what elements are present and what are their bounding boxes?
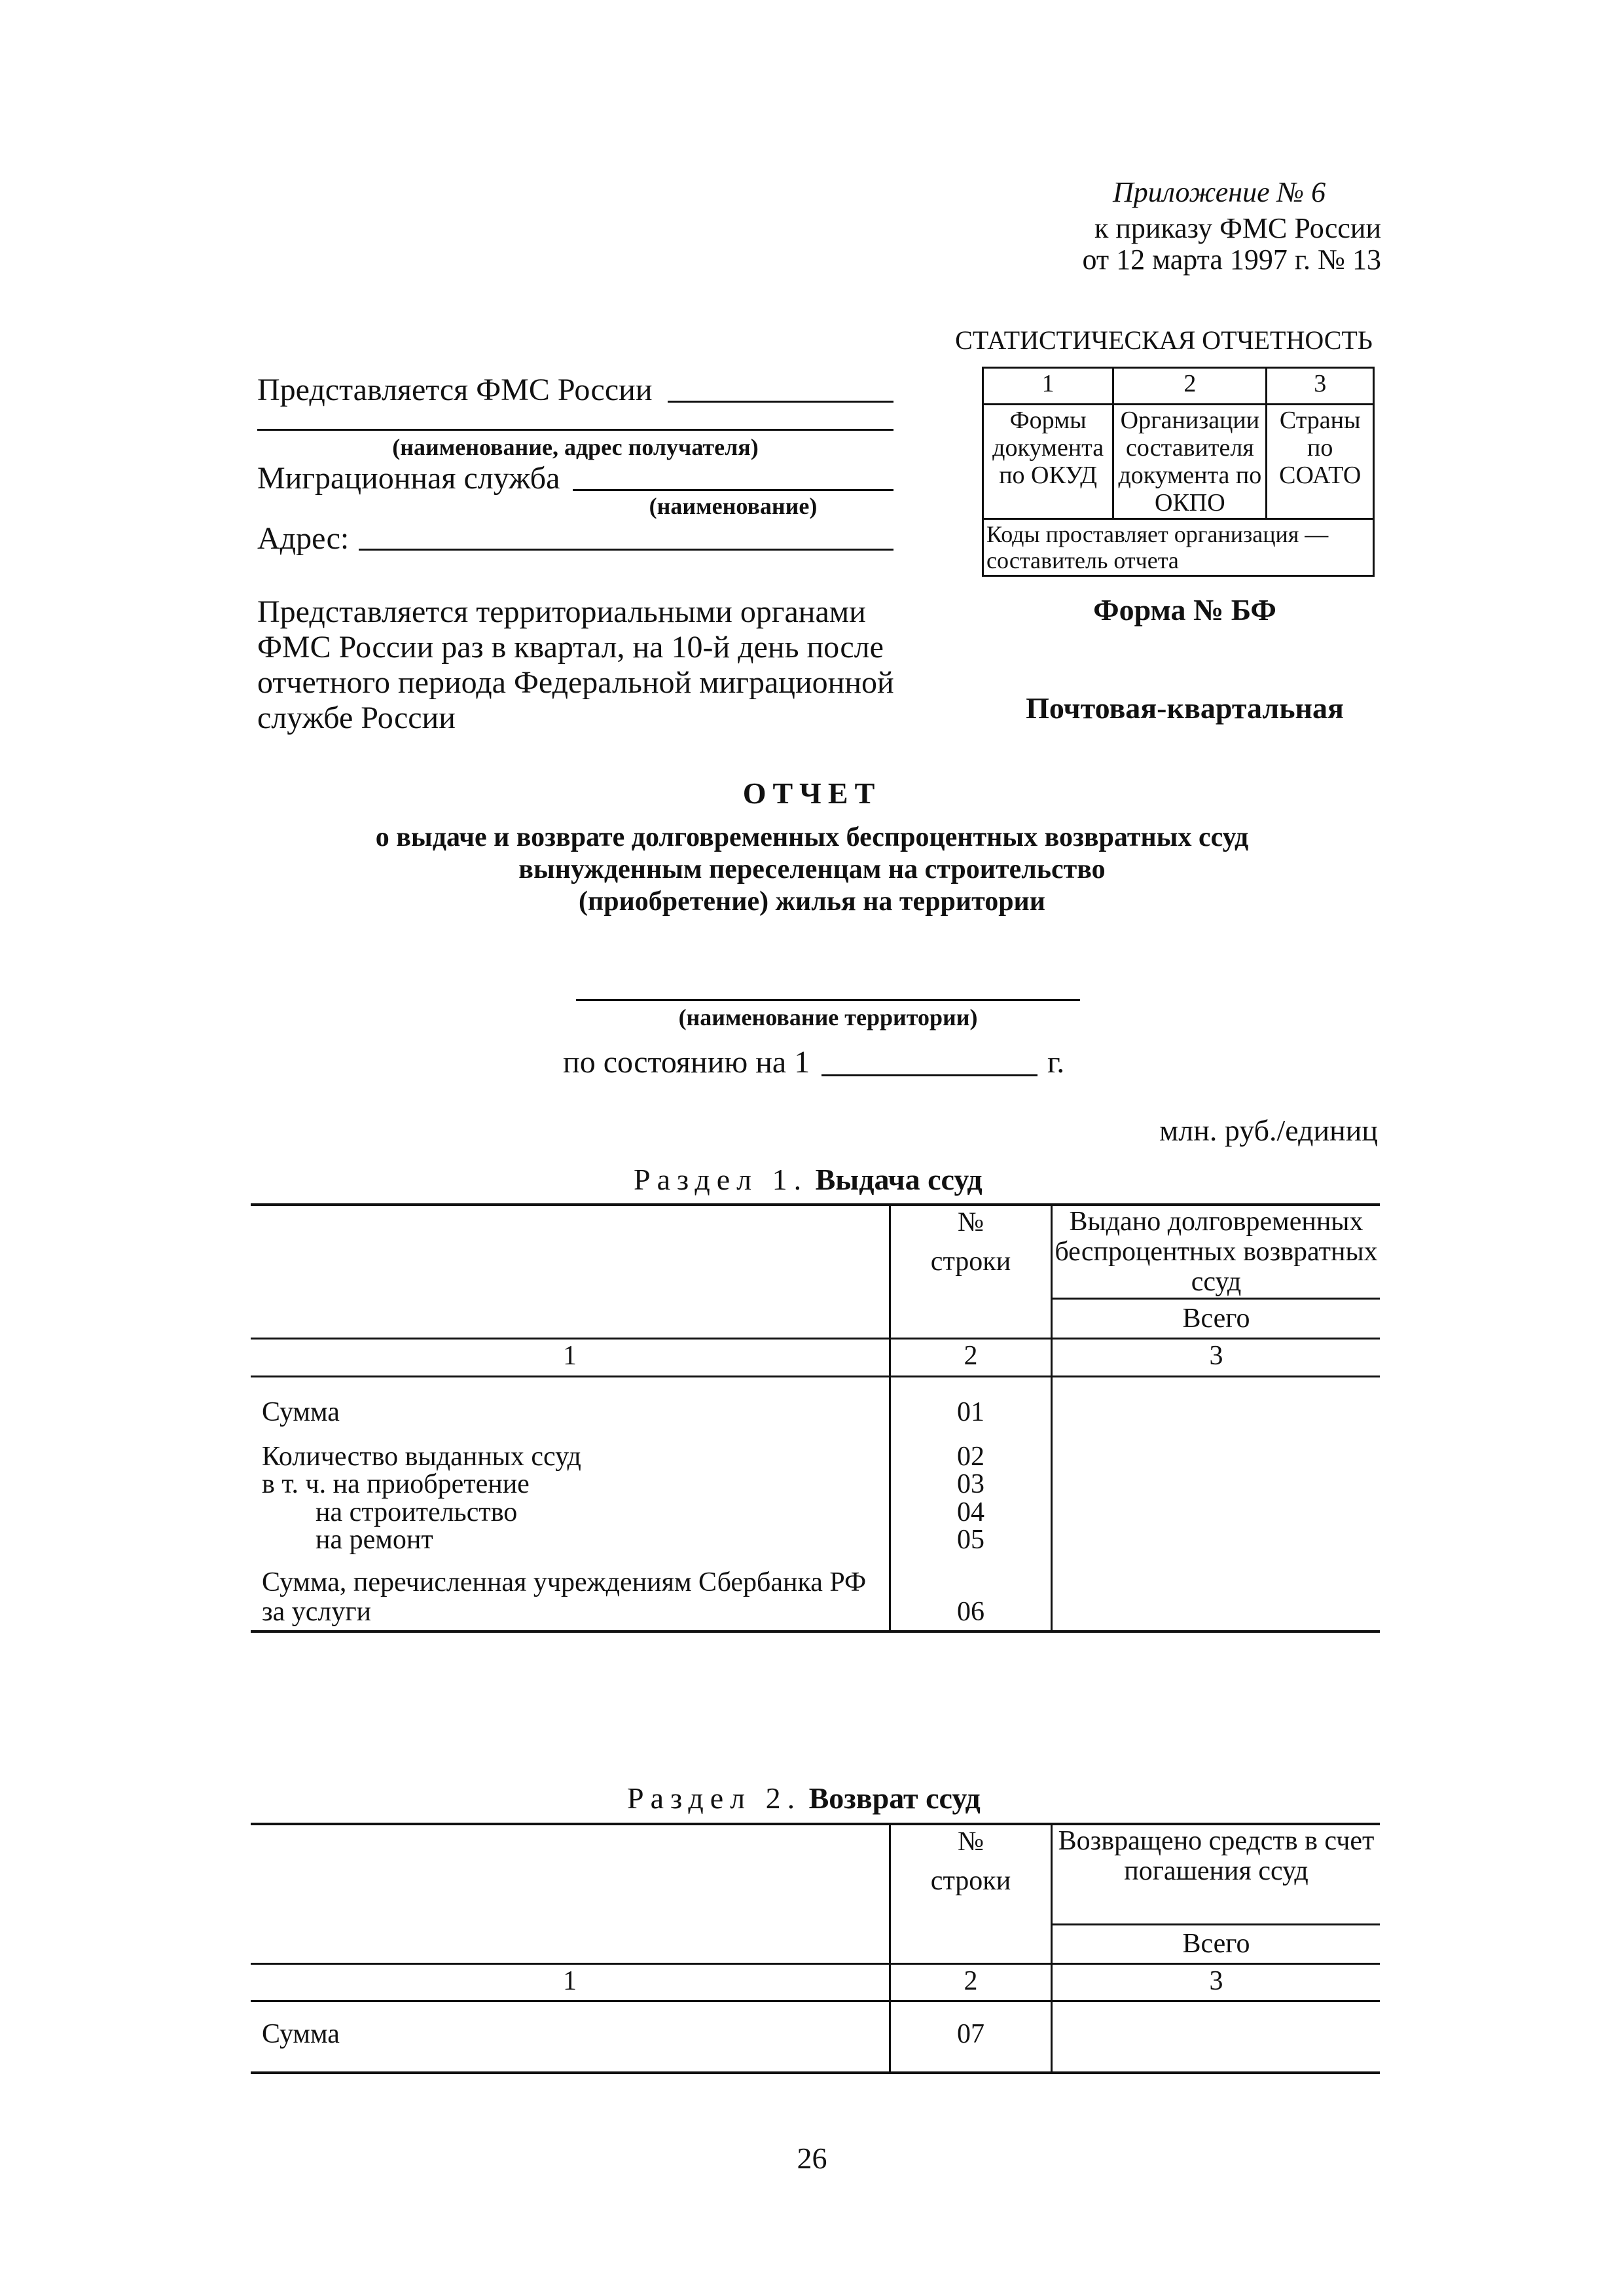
territory-hint: (наименование территории) (678, 1004, 978, 1030)
section1-colnum-3: 3 (1209, 1341, 1223, 1371)
section2-top-rule (251, 1823, 1380, 1825)
appendix-title: Приложение № 6 (1113, 176, 1326, 208)
section2-colnum-rule (251, 2000, 1380, 2002)
section1-row-num: 01 (957, 1397, 984, 1427)
section1-bottom-rule (251, 1630, 1380, 1633)
territory-field-line (576, 999, 1080, 1001)
section1-top-rule (251, 1203, 1380, 1206)
date-field-line (821, 1074, 1038, 1076)
form-type: Почтовая-квартальная (1026, 691, 1344, 725)
recipient-field-line (257, 429, 893, 431)
codes-col-3-label: Страны по СОАТО (1267, 405, 1374, 519)
migration-service-field-line (573, 489, 893, 491)
section1-row-num: 03 (957, 1469, 984, 1499)
section1-colnum-2: 2 (964, 1341, 978, 1371)
section1-row-num: 06 (957, 1597, 984, 1627)
section2-colnum-1: 1 (563, 1966, 577, 1996)
section2-title: Возврат ссуд (808, 1781, 981, 1815)
recipient-hint: (наименование, адрес получателя) (392, 434, 759, 460)
section1-row-num: 02 (957, 1442, 984, 1472)
section2-bottom-rule (251, 2071, 1380, 2074)
section1-num-header-2: строки (930, 1247, 1011, 1277)
appendix-date: от 12 марта 1997 г. № 13 (1082, 244, 1381, 276)
section2-header-rule (251, 1963, 1380, 1965)
section2-value-subrule (1053, 1923, 1380, 1925)
section1-heading (634, 1162, 983, 1197)
section1-value-header: Выдано долговременных беспроцентных возвратных ссуд (1055, 1207, 1378, 1297)
section1-value-subrule (1053, 1298, 1380, 1300)
section2-colnum-3: 3 (1209, 1966, 1223, 1996)
section2-prefix: Раздел 2. (627, 1781, 802, 1815)
section2-total-header: Всего (1182, 1929, 1250, 1959)
migration-service-hint: (наименование) (649, 493, 818, 519)
codes-col-3-num: 3 (1267, 368, 1374, 405)
date-prefix: по состоянию на 1 (563, 1045, 810, 1080)
codes-col-1-num: 1 (983, 368, 1113, 405)
section1-colnum-rule (251, 1376, 1380, 1377)
stat-reporting-title: СТАТИСТИЧЕСКАЯ ОТЧЕТНОСТЬ (955, 325, 1373, 355)
section1-row-label: на строительство (316, 1497, 518, 1527)
section1-total-header: Всего (1182, 1303, 1250, 1334)
codes-table (982, 367, 1375, 577)
section2-heading (627, 1781, 981, 1815)
migration-service-label: Миграционная служба (257, 461, 560, 496)
page-number: 26 (797, 2141, 827, 2175)
address-label: Адрес: (257, 521, 350, 556)
form-number: Форма № БФ (1093, 593, 1276, 627)
presented-to-label: Представляется ФМС России (257, 373, 653, 407)
section1-header-rule (251, 1338, 1380, 1339)
section1-row-label: Количество выданных ссуд (262, 1442, 581, 1472)
section1-row-label: в т. ч. на приобретение (262, 1469, 530, 1499)
report-subtitle-1: о выдаче и возврате долговременных беспроцентных возвратных ссуд (375, 822, 1249, 852)
report-subtitle-3: (приобретение) жилья на территории (579, 886, 1045, 917)
section2-colnum-2: 2 (964, 1966, 978, 1996)
section1-num-header-1: № (957, 1207, 984, 1237)
section2-value-header: Возвращено средств в счет погашения ссуд (1058, 1826, 1375, 1886)
codes-note: Коды проставляет организация — составитель отчета (983, 519, 1374, 576)
territorial-note: Представляется территориальными органами ФМС России раз в квартал, на 10-й день после отчетного периода Федеральной миграционной службе России (257, 594, 894, 735)
presented-to-field-line (668, 401, 893, 403)
section1-row-label: Сумма (262, 1397, 340, 1427)
section2-row-num: 07 (957, 2019, 984, 2049)
units-label: млн. руб./единиц (1159, 1114, 1378, 1147)
section1-row-label: на ремонт (316, 1525, 433, 1555)
section2-num-header-1: № (957, 1827, 984, 1857)
section2-num-header-2: строки (930, 1866, 1011, 1896)
report-title: ОТЧЕТ (742, 776, 882, 810)
section1-row-label: за услуги (262, 1597, 372, 1627)
address-field-line (359, 549, 893, 551)
section1-title: Выдача ссуд (815, 1163, 983, 1196)
date-suffix: г. (1047, 1045, 1065, 1080)
section1-prefix: Раздел 1. (634, 1163, 808, 1196)
report-subtitle-2: вынужденным переселенцам на строительство (518, 854, 1106, 884)
section1-row-num: 05 (957, 1525, 984, 1555)
section1-colnum-1: 1 (563, 1341, 577, 1371)
codes-col-1-label: Формы документа по ОКУД (983, 405, 1113, 519)
codes-col-2-num: 2 (1113, 368, 1267, 405)
section1-row-label: Сумма, перечисленная учреждениям Сбербанка РФ (262, 1567, 867, 1597)
codes-col-2-label: Организации составителя документа по ОКПО (1113, 405, 1267, 519)
section1-row-num: 04 (957, 1497, 984, 1527)
appendix-order: к приказу ФМС России (1094, 212, 1381, 244)
section2-row-label: Сумма (262, 2019, 340, 2049)
